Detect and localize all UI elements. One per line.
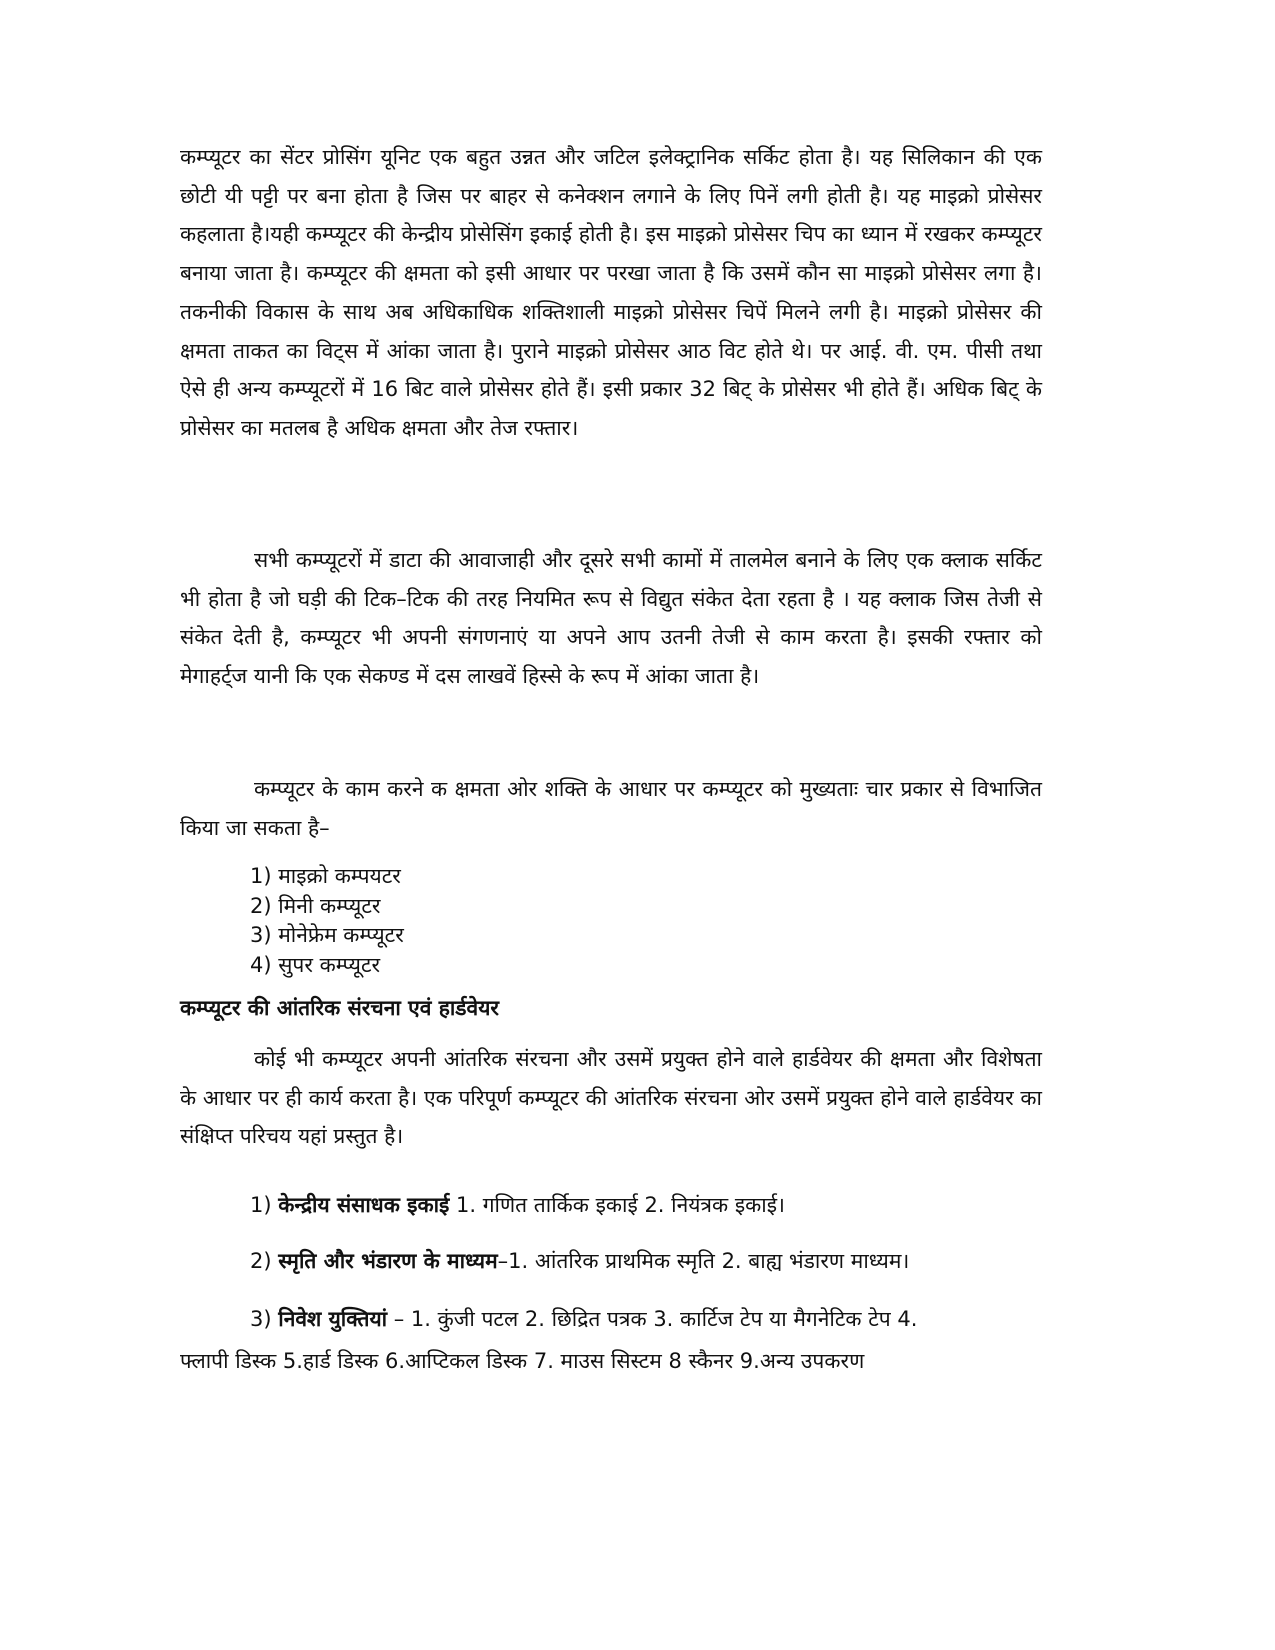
component-input-continuation: फ्लापी डिस्क 5.हार्ड डिस्क 6.आप्टिकल डिस्क 7. माउस सिस्टम 8 स्कैनर 9.अन्य उपकरण [180,1349,865,1373]
component-number: 2) [250,1249,272,1273]
paragraph-classification: कम्प्यूटर के काम करने क क्षमता ओर शक्ति के आधार पर कम्प्यूटर को मुख्यताः चार प्रकार से विभाजित किया जा सकता है– [180,777,1042,840]
component-title: स्मृति और भंडारण के माध्यम [278,1249,498,1273]
component-title: केन्द्रीय संसाधक इकाई [278,1193,450,1217]
section-heading: कम्प्यूटर की आंतरिक संरचना एवं हार्डवेयर [180,996,499,1020]
list-item: 3) मोनेफ्रेम कम्प्यूटर [250,923,404,947]
component-input [250,1300,1042,1339]
computer-types-list [250,862,404,980]
component-text: – 1. कुंजी पटल 2. छिद्रित पत्रक 3. कार्टिज टेप या मैगनेटिक टेप 4. [387,1307,918,1331]
component-text: –1. आंतरिक प्राथमिक स्मृति 2. बाह्य भंडारण माध्यम। [497,1249,910,1273]
component-number: 1) [250,1193,272,1217]
component-title: निवेश युक्तियां [278,1307,388,1331]
paragraph-structure: कोई भी कम्प्यूटर अपनी आंतरिक संरचना और उसमें प्रयुक्त होने वाले हार्डवेयर की क्षमता और विशेषता के आधार पर ही कार्य करता है। एक परिपूर्ण कम्प्यूटर की आंतरिक संरचना ओर उसमें प्रयुक्त होने वाले हार्डवेयर का संक्षिप्त परिचय यहां प्रस्तुत है। [180,1047,1042,1149]
component-memory [250,1242,1042,1281]
component-cpu [250,1186,1042,1225]
component-number: 3) [250,1307,272,1331]
list-item: 1) माइक्रो कम्पयटर [250,864,401,888]
paragraph-clock: सभी कम्प्यूटरों में डाटा की आवाजाही और दूसरे सभी कामों में तालमेल बनाने के लिए एक क्लाक सर्किट भी होता है जो घड़ी की टिक–टिक की तरह नियमित रूप से विद्युत संकेत देता रहता है । यह क्लाक जिस तेजी से संकेत देती है, कम्प्यूटर भी अपनी संगणनाएं या अपने आप उतनी तेजी से काम करता है। इसकी रफ्तार को मेगाहर्ट्ज यानी कि एक सेकण्ड में दस लाखवें हिस्से के रूप में आंका जाता है। [180,548,1042,689]
list-item: 4) सुपर कम्प्यूटर [250,952,381,977]
component-text: 1. गणित तार्किक इकाई 2. नियंत्रक इकाई। [449,1193,785,1217]
paragraph-cpu: कम्प्यूटर का सेंटर प्रोसिंग यूनिट एक बहुत उन्नत और जटिल इलेक्ट्रानिक सर्किट होता है। यह सिलिकान की एक छोटी यी पट्टी पर बना होता है जिस पर बाहर से कनेक्शन लगाने के लिए पिनें लगी होती है। यह माइक्रो प्रोसेसर कहलाता है।यही कम्प्यूटर की केन्द्रीय प्रोसेसिंग इकाई होती है। इस माइक्रो प्रोसेसर चिप का ध्यान में रखकर कम्प्यूटर बनाया जाता है। कम्प्यूटर की क्षमता को इसी आधार पर परखा जाता है कि उसमें कौन सा माइक्रो प्रोसेसर लगा है। तकनीकी विकास के साथ अब अधिकाधिक शक्तिशाली माइक्रो प्रोसेसर चिपें मिलने लगी है। माइक्रो प्रोसेसर की क्षमता ताकत का विट्स में आंका जाता है। पुराने माइक्रो प्रोसेसर आठ विट होते थे। पर आई. वी. एम. पीसी तथा ऐसे ही अन्य कम्प्यूटरों में 16 बिट वाले प्रोसेसर होते हैं। इसी प्रकार 32 बिट् के प्रोसेसर भी होते हैं। अधिक बिट् के प्रोसेसर का मतलब है अधिक क्षमता और तेज रफ्तार। [180,145,1042,440]
list-item: 2) मिनी कम्प्यूटर [250,893,381,918]
